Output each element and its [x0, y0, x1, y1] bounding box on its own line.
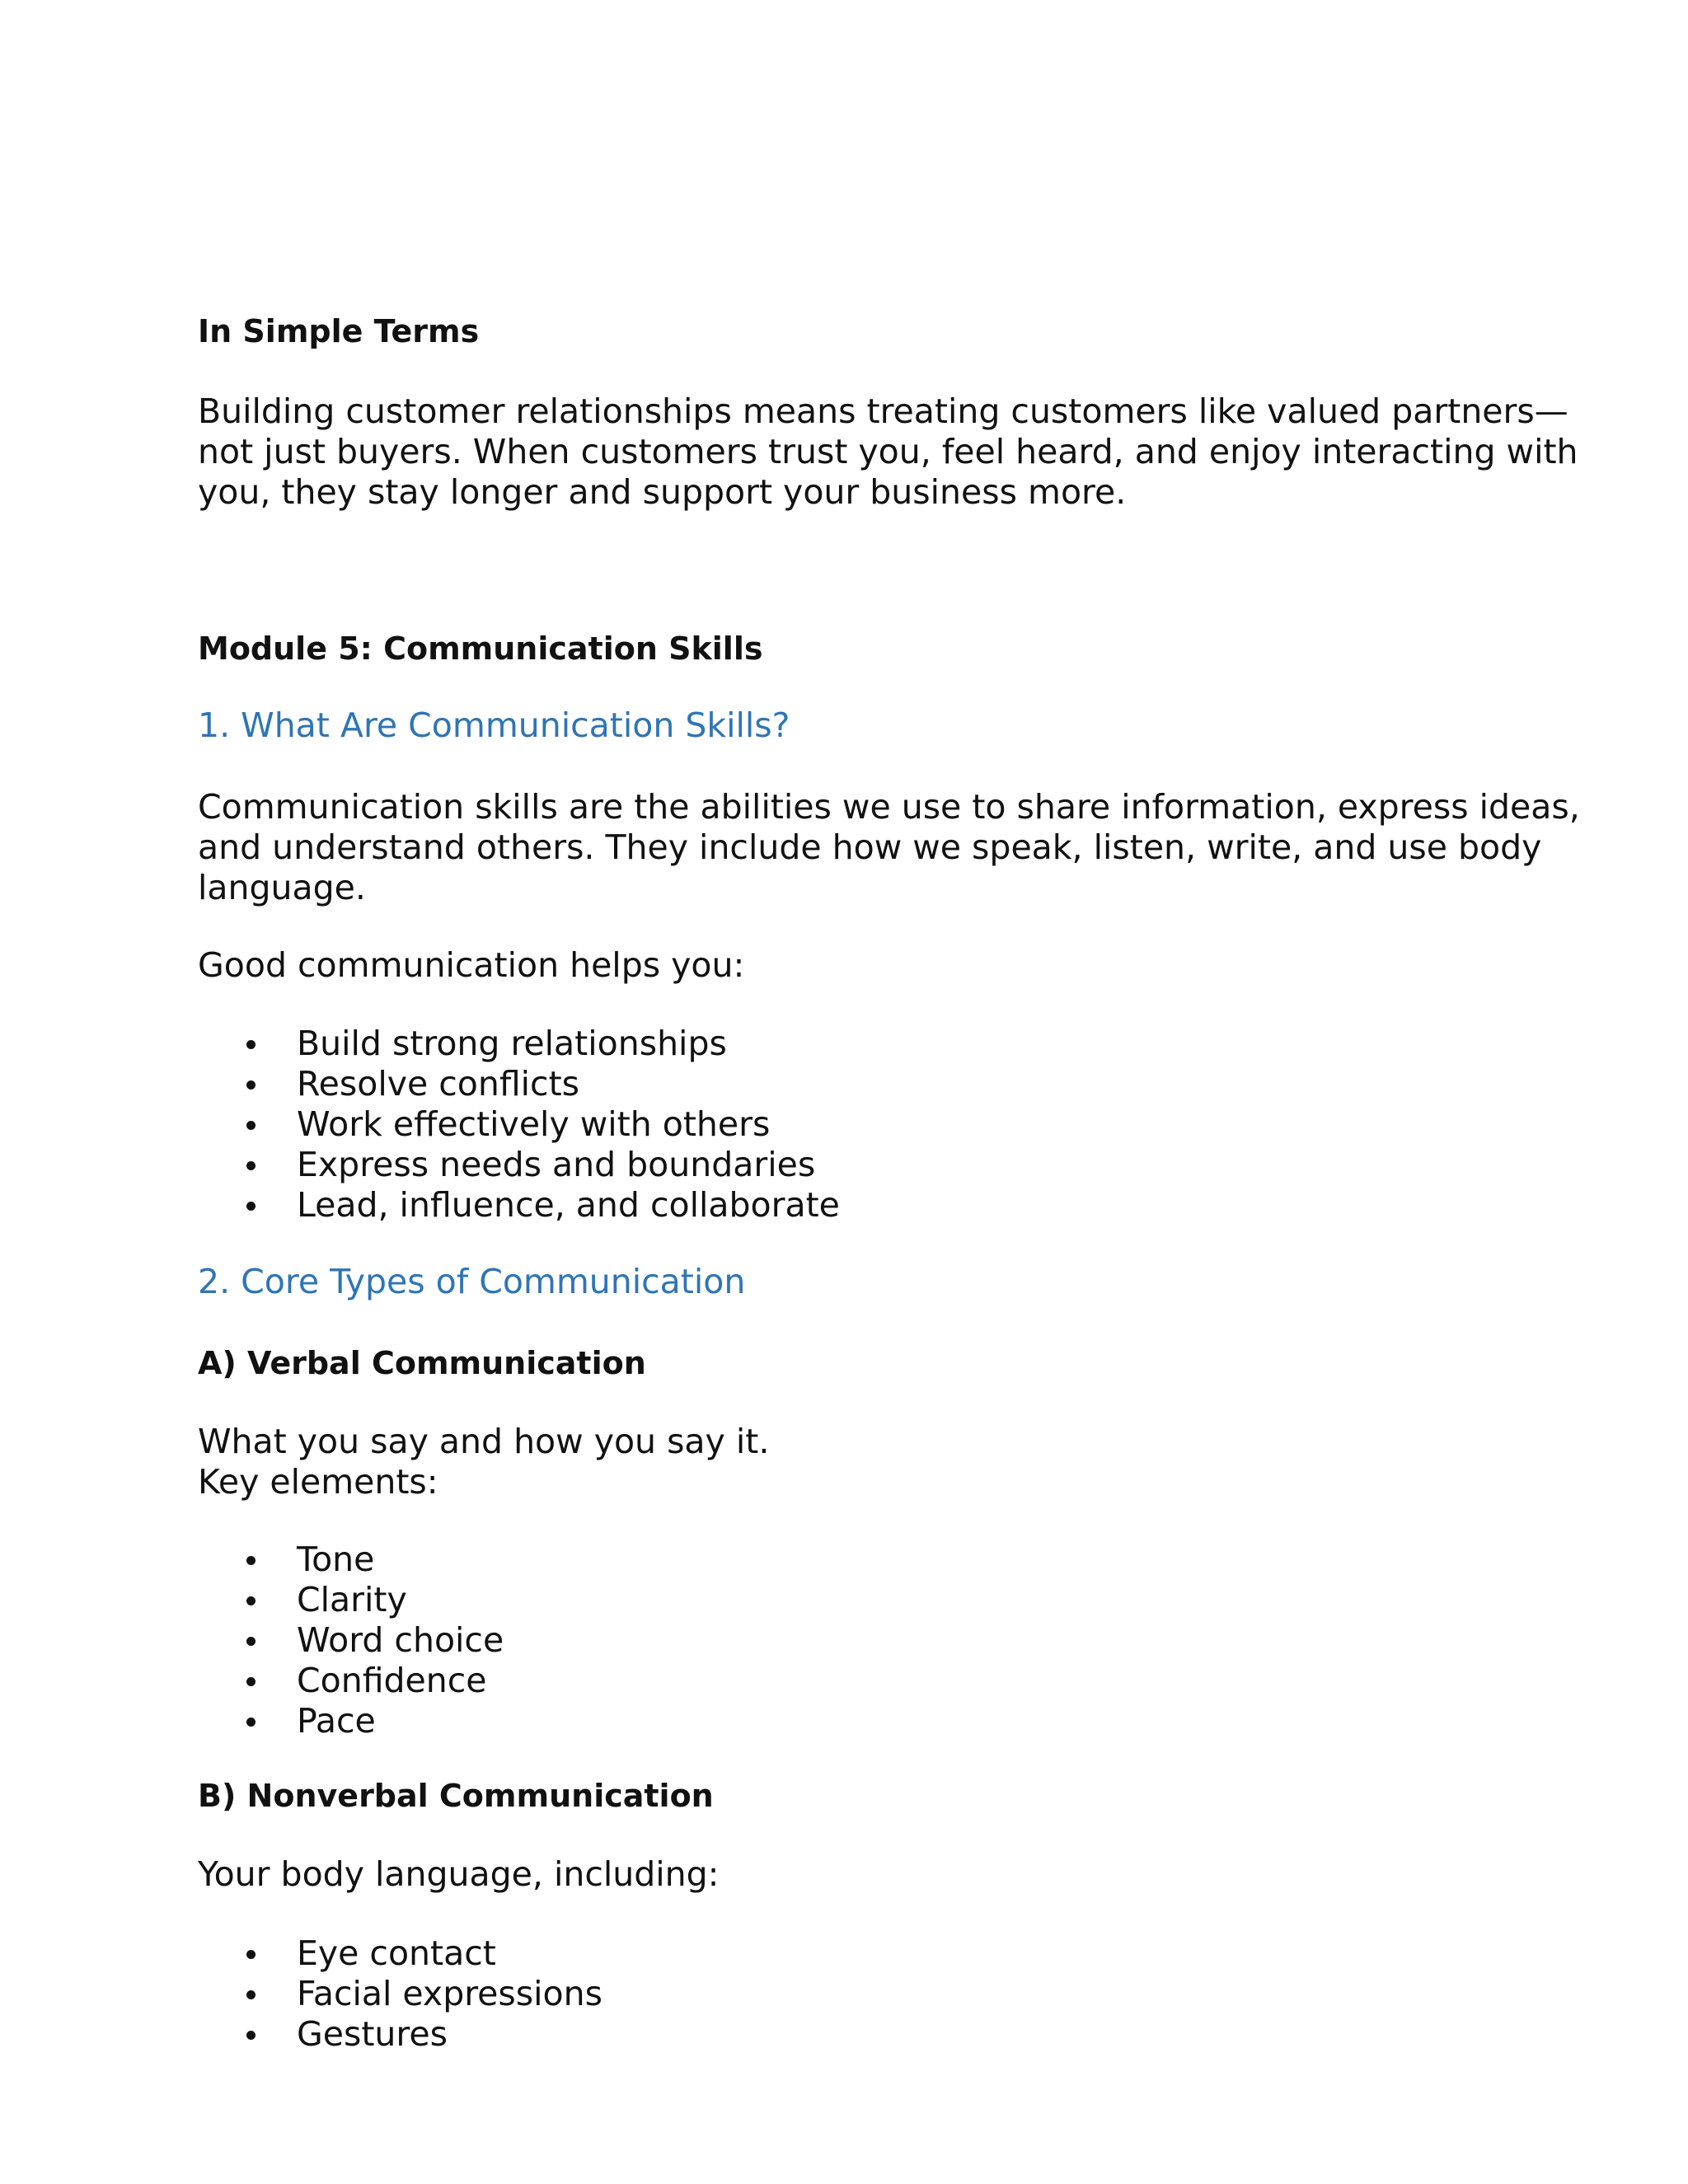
list-item: Lead, influence, and collaborate — [198, 1185, 840, 1226]
bullet-icon — [246, 1677, 256, 1686]
list-item: Facial expressions — [198, 1974, 603, 2014]
list-item: Clarity — [198, 1580, 504, 1620]
bullet-icon — [246, 1718, 256, 1727]
list-item: Eye contact — [198, 1933, 603, 1974]
bullet-icon — [246, 1080, 256, 1090]
bullet-icon — [246, 1040, 256, 1049]
bullet-icon — [246, 1556, 256, 1565]
bullet-icon — [246, 1596, 256, 1605]
list-item: Gestures — [198, 2014, 603, 2055]
bullet-icon — [246, 1950, 256, 1959]
bullet-icon — [246, 1161, 256, 1170]
list-item: Express needs and boundaries — [198, 1145, 840, 1185]
paragraph-line: Communication skills are the abilities we use to share information, express ideas, — [198, 787, 1580, 827]
list-item: Pace — [198, 1701, 504, 1741]
verbal-bullet-list — [198, 1540, 504, 1741]
nonverbal-communication-heading: B) Nonverbal Communication — [198, 1778, 714, 1814]
section-heading-simple-terms: In Simple Terms — [198, 313, 480, 349]
paragraph-line: What you say and how you say it. — [198, 1422, 770, 1461]
list-item: Work effectively with others — [198, 1104, 840, 1145]
bullet-icon — [246, 1121, 256, 1130]
section-1-bullet-list — [198, 1024, 840, 1226]
list-item: Resolve conflicts — [198, 1064, 840, 1104]
paragraph-line: Key elements: — [198, 1462, 438, 1502]
paragraph-line: not just buyers. When customers trust you, feel heard, and enjoy interacting with — [198, 432, 1578, 471]
nonverbal-intro: Your body language, including: — [198, 1854, 720, 1894]
section-2-subheading: 2. Core Types of Communication — [198, 1262, 746, 1301]
paragraph-line: language. — [198, 868, 366, 907]
list-item: Build strong relationships — [198, 1024, 840, 1064]
list-item: Tone — [198, 1540, 504, 1580]
bullet-icon — [246, 2031, 256, 2040]
bullet-icon — [246, 1202, 256, 1211]
section-1-intro: Good communication helps you: — [198, 945, 745, 985]
paragraph-line: and understand others. They include how we speak, listen, write, and use body — [198, 827, 1542, 867]
bullet-icon — [246, 1637, 256, 1646]
list-item: Word choice — [198, 1620, 504, 1661]
module-heading: Module 5: Communication Skills — [198, 630, 763, 667]
bullet-icon — [246, 1990, 256, 1999]
simple-terms-paragraph — [198, 391, 1578, 513]
paragraph-line: Building customer relationships means treating customers like valued partners— — [198, 391, 1568, 431]
section-1-paragraph — [198, 787, 1580, 908]
verbal-description — [198, 1422, 1517, 1502]
nonverbal-bullet-list — [198, 1933, 603, 2055]
list-item: Confidence — [198, 1661, 504, 1701]
paragraph-line: you, they stay longer and support your business more. — [198, 472, 1127, 512]
section-1-subheading: 1. What Are Communication Skills? — [198, 705, 790, 745]
verbal-communication-heading: A) Verbal Communication — [198, 1345, 646, 1381]
